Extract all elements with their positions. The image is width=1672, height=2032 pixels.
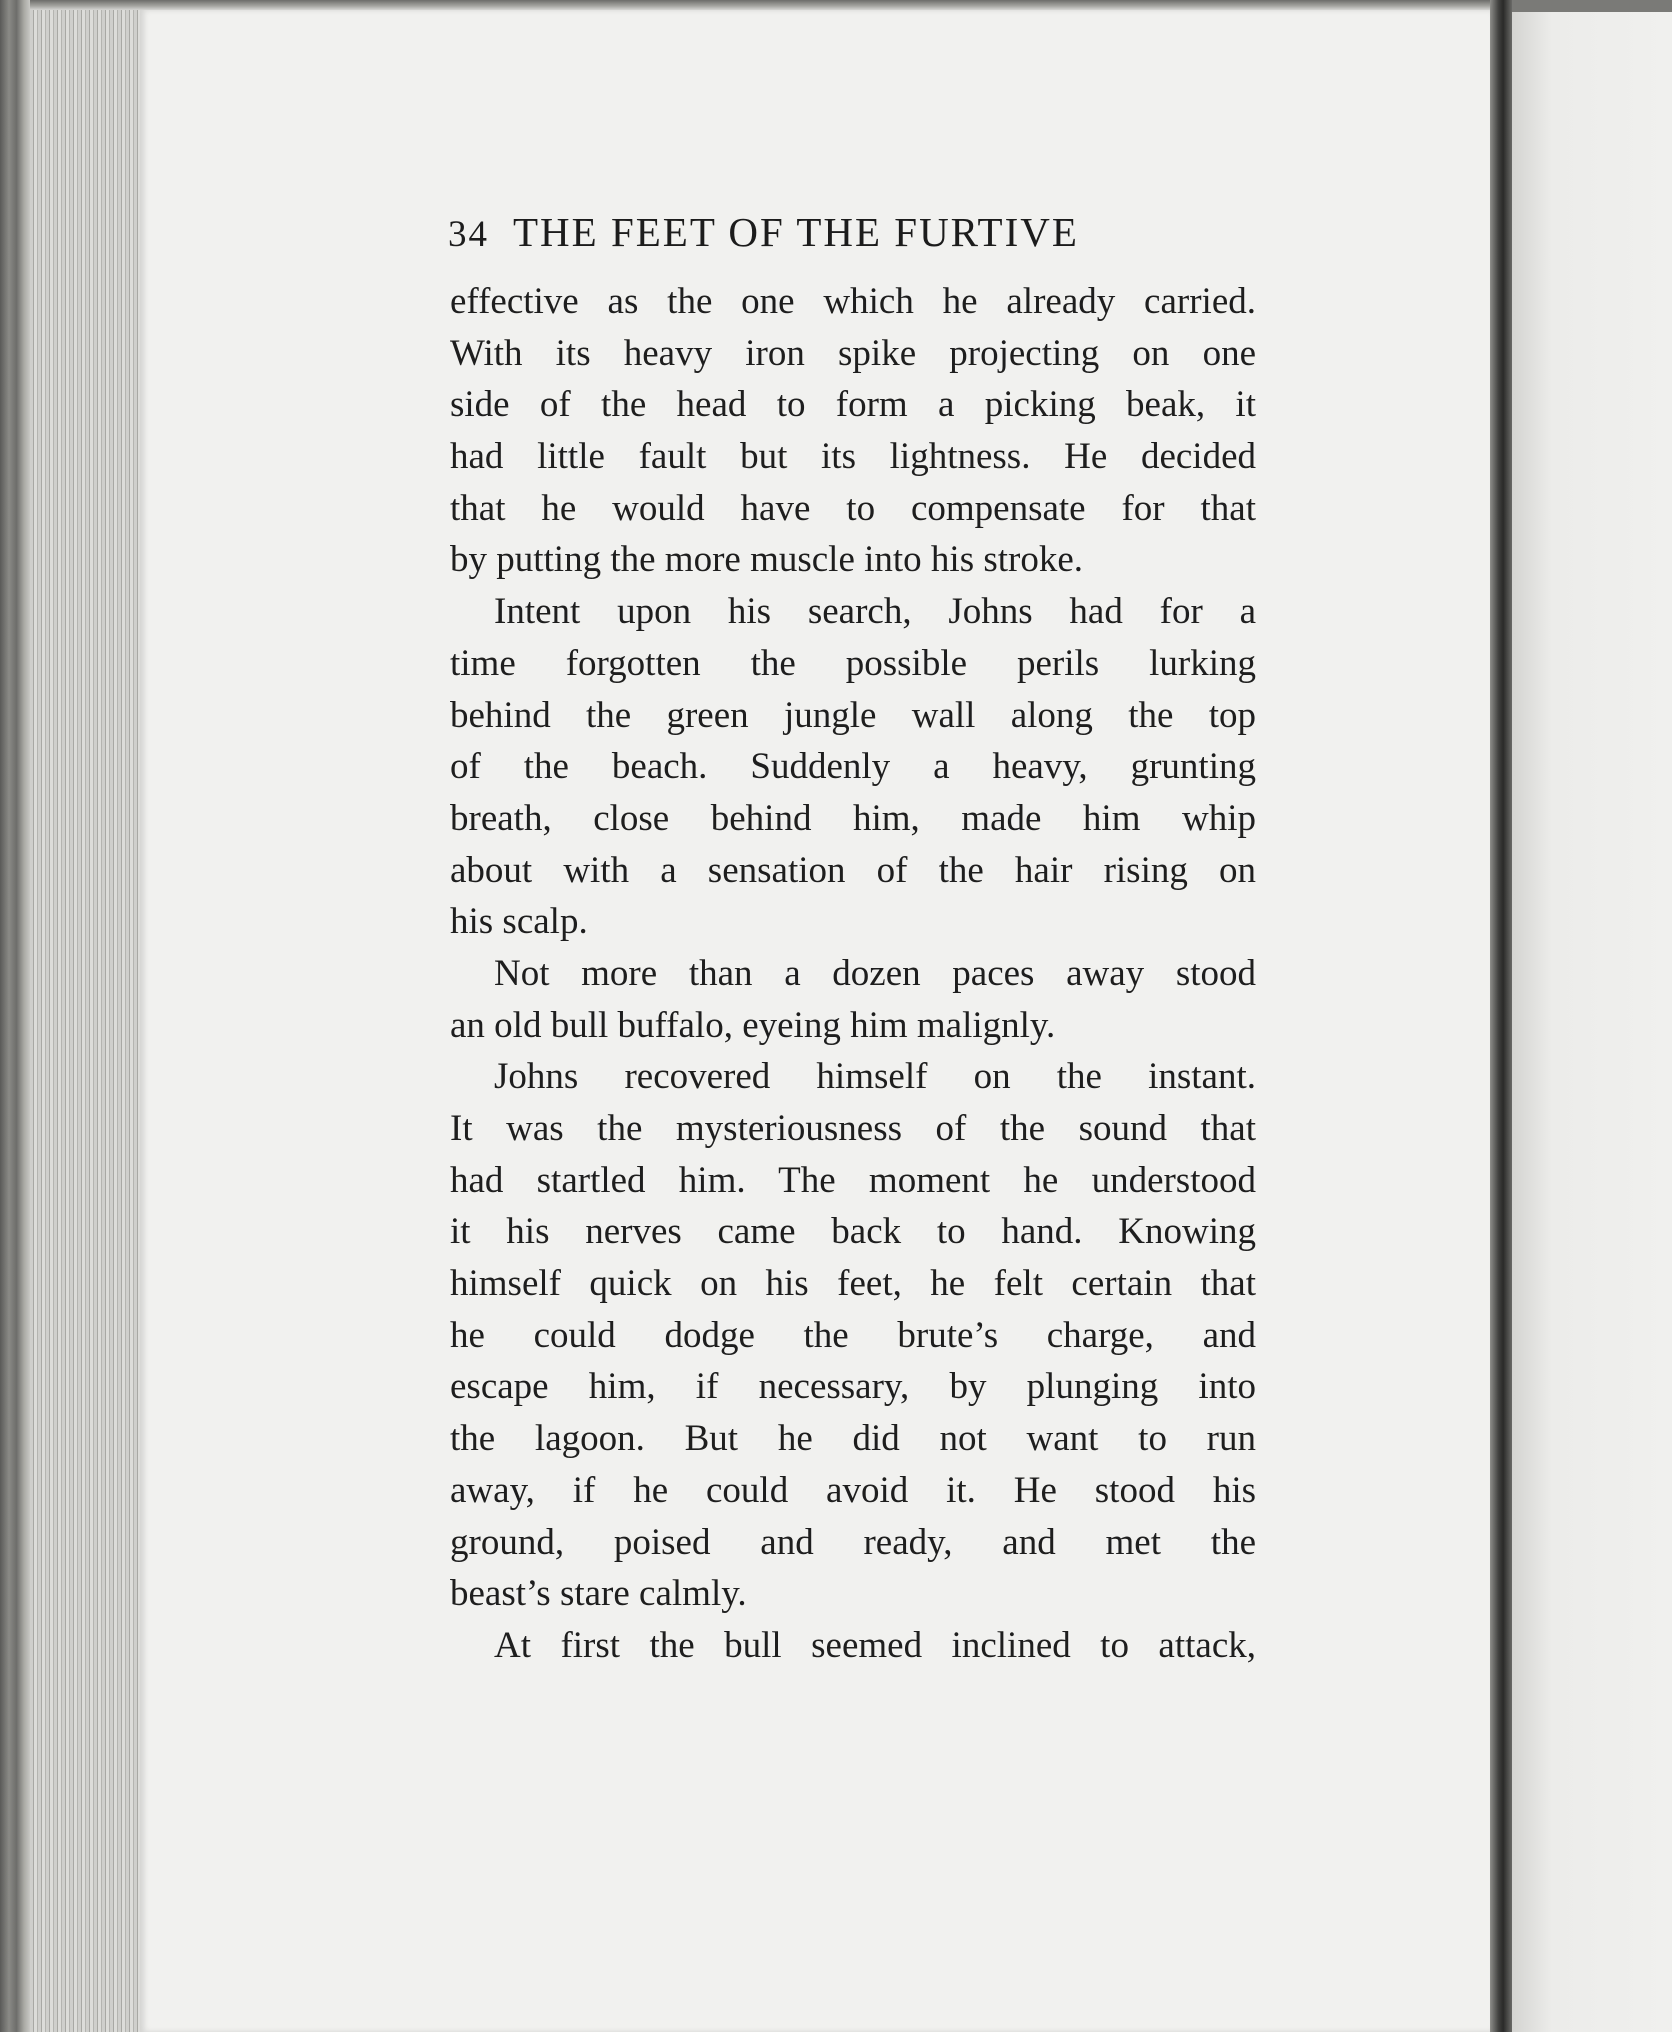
text-line: effective as the one which he already carried. xyxy=(450,281,1256,322)
text-line: that he would have to compensate for that xyxy=(450,487,1256,529)
text-line: away, if he could avoid it. He stood his xyxy=(450,1469,1256,1511)
page-edges xyxy=(30,0,140,2032)
text-line: behind the green jungle wall along the top xyxy=(450,694,1256,736)
text-line: side of the head to form a picking beak, it xyxy=(450,384,1256,426)
text-line: of the beach. Suddenly a heavy, grunting xyxy=(450,746,1256,788)
book-gutter xyxy=(1490,0,1512,2032)
text-line: time forgotten the possible perils lurking xyxy=(450,642,1256,684)
text-line: Johns recovered himself on the instant. xyxy=(494,1056,1256,1098)
text-line: himself quick on his feet, he felt certain that xyxy=(450,1263,1256,1305)
facing-page-top-edge xyxy=(1512,0,1672,12)
text-line: ground, poised and ready, and met the xyxy=(450,1521,1256,1563)
text-line: had little fault but its lightness. He decided xyxy=(450,436,1256,478)
text-line: At first the bull seemed inclined to attack, xyxy=(494,1624,1256,1666)
book-binding xyxy=(0,0,30,2032)
text-line: breath, close behind him, made him whip xyxy=(450,797,1256,839)
text-line: Not more than a dozen paces away stood xyxy=(494,952,1256,994)
text-line: about with a sensation of the hair rising on xyxy=(450,849,1256,891)
text-line: It was the mysteriousness of the sound that xyxy=(450,1108,1256,1149)
body-text xyxy=(450,276,1256,1672)
text-line: it his nerves came back to hand. Knowing xyxy=(450,1211,1256,1253)
text-line: his scalp. xyxy=(450,901,588,943)
running-title: THE FEET OF THE FURTIVE xyxy=(513,209,1079,255)
text-line: an old bull buffalo, eyeing him malignly. xyxy=(450,1004,1056,1046)
text-line: by putting the more muscle into his stroke. xyxy=(450,539,1084,581)
text-line: the lagoon. But he did not want to run xyxy=(450,1418,1256,1460)
page-number: 34 xyxy=(448,214,489,255)
text-line: beast’s stare calmly. xyxy=(450,1573,747,1615)
top-page-edge xyxy=(30,0,1500,10)
text-line: he could dodge the brute’s charge, and xyxy=(450,1314,1256,1356)
text-line: had startled him. The moment he understood xyxy=(450,1159,1256,1201)
text-line: escape him, if necessary, by plunging into xyxy=(450,1366,1256,1408)
running-head xyxy=(448,208,1268,258)
facing-page-edge xyxy=(1512,0,1672,2032)
text-line: Intent upon his search, Johns had for a xyxy=(494,591,1256,633)
text-line: With its heavy iron spike projecting on one xyxy=(450,332,1256,374)
